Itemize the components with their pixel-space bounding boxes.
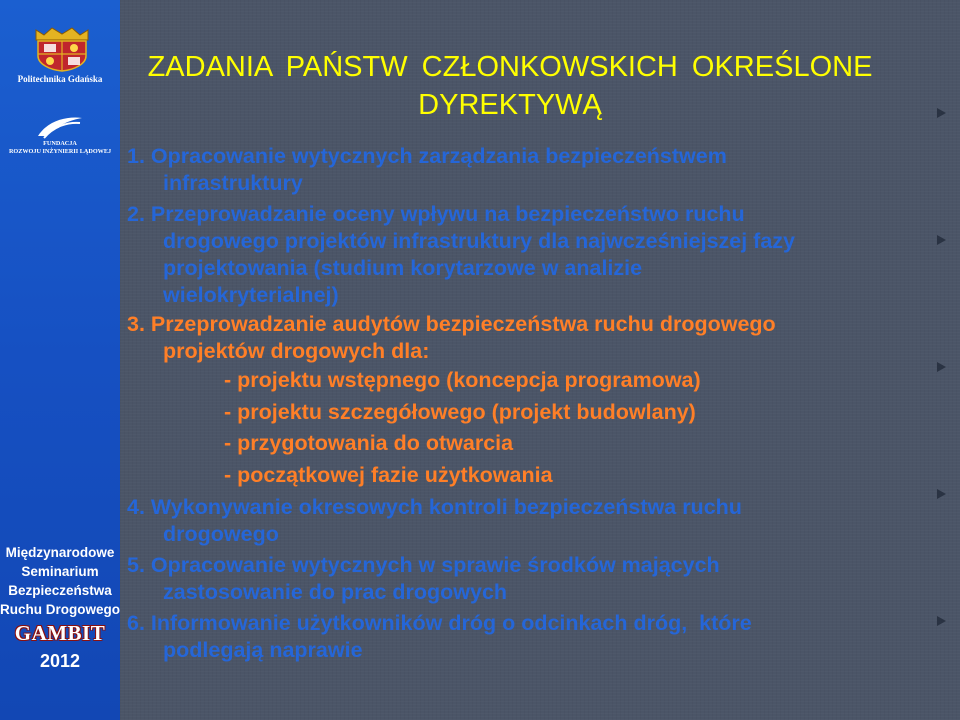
foundation-label-line1: FUNDACJA <box>43 140 77 147</box>
slide-title-line1: ZADANIA PAŃSTW CZŁONKOWSKICH OKREŚLONE <box>147 51 873 83</box>
list-item-continuation: projektów drogowych dla: <box>163 339 430 363</box>
list-item-continuation: podlegają naprawie <box>163 638 363 662</box>
slide-title-line2: DYREKTYWĄ <box>418 89 602 121</box>
list-item-2 <box>127 201 795 309</box>
seminar-label <box>0 543 120 619</box>
university-label: Politechnika Gdańska <box>17 74 103 84</box>
gambit-logo-text: GAMBIT <box>14 621 106 645</box>
list-item-continuation: drogowego projektów infrastruktury dla najwcześniejszej fazy <box>163 229 796 253</box>
arrow-bullet-icon <box>937 489 946 499</box>
list-item-continuation: projektowania (studium korytarzowe w analizie <box>163 256 643 280</box>
list-item-5 <box>127 552 720 606</box>
arrow-bullet-icon <box>937 616 946 626</box>
list-item-6 <box>127 610 752 664</box>
list-item-3 <box>127 311 776 365</box>
list-item-text: 1. Opracowanie wytycznych zarządzania bezpieczeństwem <box>127 144 727 168</box>
list-item-continuation: zastosowanie do prac drogowych <box>163 580 508 604</box>
seminar-line2: Seminarium <box>21 564 99 579</box>
sub-item-3: - przygotowania do otwarcia <box>224 431 514 455</box>
arrow-bullet-icon <box>937 362 946 372</box>
list-item-text: 6. Informowanie użytkowników dróg o odcinkach dróg, które <box>127 611 752 635</box>
list-item-text: 3. Przeprowadzanie audytów bezpieczeństwa ruchu drogowego <box>127 312 776 336</box>
list-item-continuation: drogowego <box>163 522 279 546</box>
seminar-line4: Ruchu Drogowego <box>0 602 120 617</box>
event-year: 2012 <box>39 651 81 671</box>
sub-item-1: - projektu wstępnego (koncepcja programowa) <box>224 368 701 392</box>
list-item-4 <box>127 494 742 548</box>
foundation-label-line2: ROZWOJU INŻYNIERII LĄDOWEJ <box>8 148 112 155</box>
seminar-line1: Międzynarodowe <box>5 545 115 560</box>
foundation-label <box>0 140 120 156</box>
seminar-line3: Bezpieczeństwa <box>8 583 112 598</box>
arrow-bullet-icon <box>937 235 946 245</box>
list-item-continuation: infrastruktury <box>163 171 303 195</box>
sub-item-4: - początkowej fazie użytkowania <box>224 463 553 487</box>
slide-title <box>60 48 960 124</box>
list-item-text: 4. Wykonywanie okresowych kontroli bezpieczeństwa ruchu <box>127 495 742 519</box>
list-item-text: 5. Opracowanie wytycznych w sprawie środków mających <box>127 553 720 577</box>
list-item-text: 2. Przeprowadzanie oceny wpływu na bezpieczeństwo ruchu <box>127 202 745 226</box>
list-item-1 <box>127 143 727 197</box>
sub-item-2: - projektu szczegółowego (projekt budowlany) <box>224 400 696 424</box>
list-item-continuation: wielokryterialnej) <box>163 283 339 307</box>
